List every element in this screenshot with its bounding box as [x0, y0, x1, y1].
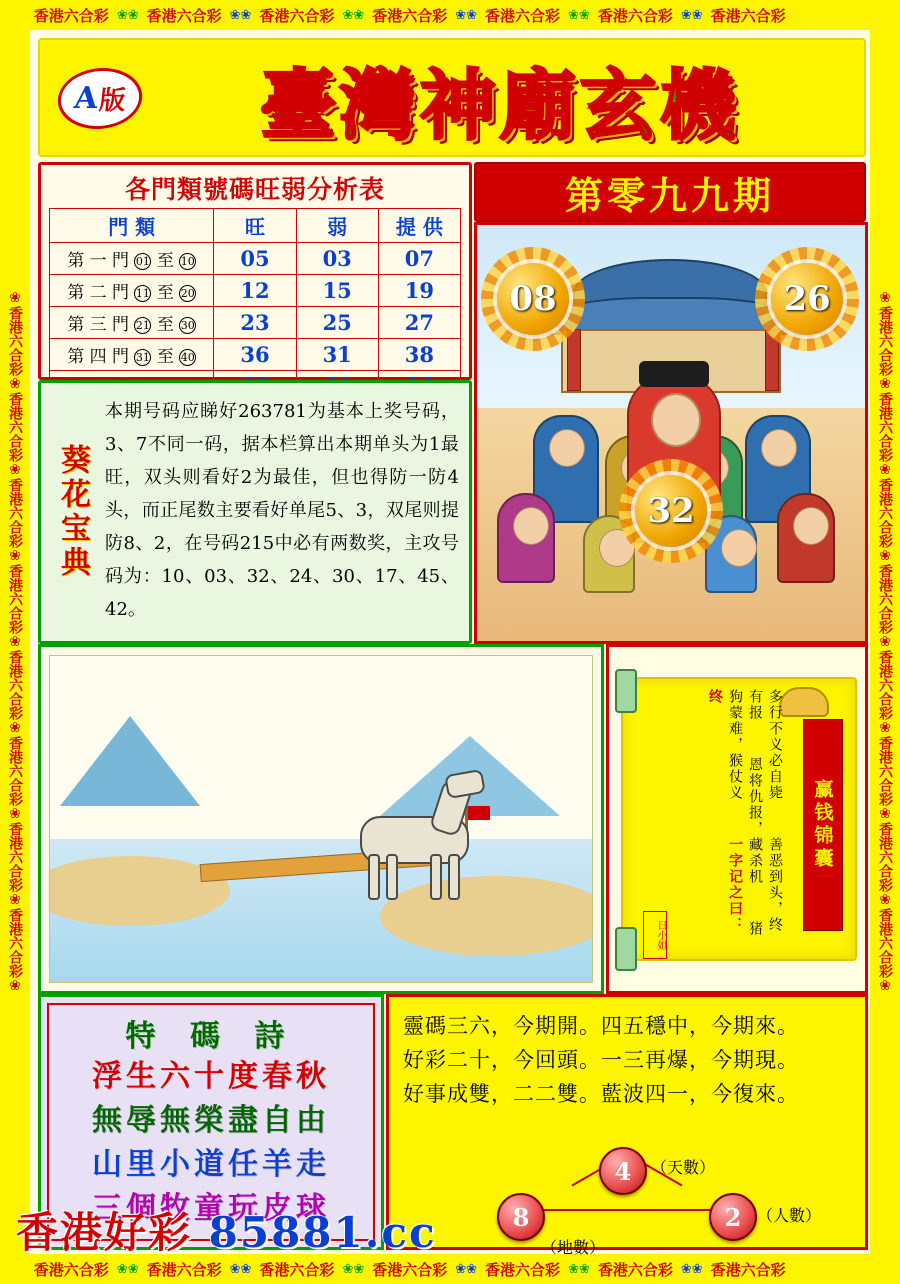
version-badge-letter: A [72, 81, 100, 116]
lucky-number-ball-center: 32 [635, 475, 707, 547]
marquee-sep-icon: ❀❀ [680, 7, 703, 23]
marquee-text: 香港六合彩 [597, 1260, 673, 1279]
marquee-sep-icon: ❀❀ [455, 7, 478, 23]
range-mid: 至 [156, 315, 174, 335]
analysis-table-box [38, 162, 472, 380]
riverbank-right [380, 876, 593, 956]
marquee-sep-icon: ❀❀ [568, 7, 590, 23]
marquee-text: 香港六合彩 [33, 1260, 109, 1279]
marquee-text: 香港六合彩 [710, 6, 786, 25]
verse-line: 好彩二十，今回頭。一三再爆，今期現。 [403, 1048, 799, 1072]
person-number-badge: 2 [709, 1193, 757, 1241]
cell-tigong: 07 [378, 243, 460, 275]
marquee-text: 香港六合彩 [485, 6, 561, 25]
table-row [50, 339, 461, 371]
range-mid: 至 [156, 251, 174, 271]
marquee-side-text: ❀香港六合彩❀香港六合彩❀香港六合彩❀香港六合彩❀香港六合彩❀香港六合彩❀香港六合彩❀香港六合彩❀ [877, 290, 893, 994]
marquee-text: 香港六合彩 [259, 6, 335, 25]
special-poem-line: 三個牧童玩皮球 [92, 1191, 330, 1226]
col-header-wang: 旺 [214, 209, 296, 243]
marquee-text: 香港六合彩 [597, 6, 673, 25]
horse-leg [386, 854, 398, 900]
deity-figure [497, 493, 555, 583]
main-deity-face [651, 393, 701, 447]
col-header-menlei: 門 類 [50, 209, 214, 243]
deity-face [761, 429, 797, 467]
cell-ruo: 25 [296, 307, 378, 339]
connector-line [539, 1209, 715, 1211]
marquee-right [870, 0, 900, 1284]
row-label [50, 243, 214, 275]
marquee-text: 香港六合彩 [710, 1260, 786, 1279]
sky-number-label: （天數） [651, 1158, 716, 1177]
range-from: 01 [135, 255, 150, 268]
period-title: 第零九九期 [564, 172, 775, 218]
special-poem-line: 浮生六十度春秋 [92, 1059, 330, 1094]
red-strip-label: 赢钱锦囊 [803, 719, 843, 931]
table-row [50, 243, 461, 275]
scroll-poem-col: 善恶到头，终有报 [747, 689, 783, 933]
analysis-table [49, 208, 461, 403]
marquee-text: 香港六合彩 [146, 1260, 222, 1279]
marquee-sep-icon: ❀❀ [568, 1261, 590, 1277]
cell-wang: 12 [214, 275, 296, 307]
analysis-table-title: 各門類號碼旺弱分析表 [124, 175, 385, 204]
version-badge-label: 版 [97, 86, 127, 116]
scroll-poem-headline: 一字记之曰：终 [707, 689, 743, 933]
gold-ingot-icon [779, 687, 829, 717]
marquee-text: 香港六合彩 [485, 1260, 561, 1279]
sunflower-box [38, 380, 472, 644]
deity-face [721, 529, 757, 567]
table-row [50, 275, 461, 307]
earth-number-badge: 8 [497, 1193, 545, 1241]
marquee-sep-icon: ❀❀ [229, 1261, 252, 1277]
row-label [50, 307, 214, 339]
marquee-sep-icon: ❀❀ [455, 1261, 478, 1277]
watermark-text-url: 85881.cc [208, 1208, 437, 1257]
verse-box [386, 994, 868, 1257]
row-label-text: 第 一 門 [67, 251, 129, 271]
lucky-number-ball-left: 08 [497, 263, 569, 335]
version-badge [55, 68, 145, 129]
range-to: 40 [180, 351, 195, 364]
marquee-sep-icon: ❀❀ [680, 1261, 703, 1277]
signature-label: 日小姐 [643, 911, 667, 959]
deity-face [513, 507, 549, 545]
cell-wang: 36 [214, 339, 296, 371]
temple-pillar [567, 329, 581, 391]
verse-line: 靈碼三六，今期開。四五穩中，今期來。 [403, 1014, 799, 1038]
marquee-text: 香港六合彩 [372, 1260, 448, 1279]
row-label-text: 第 二 門 [67, 283, 129, 303]
scroll-box [606, 644, 868, 994]
marquee-sep-icon: ❀❀ [229, 7, 252, 23]
cell-ruo: 31 [296, 339, 378, 371]
deity-face [549, 429, 585, 467]
sunflower-label: 葵花宝典 [55, 444, 90, 580]
horse-illustration-inner [49, 655, 593, 983]
deity-figure [777, 493, 835, 583]
row-label [50, 275, 214, 307]
marquee-side-text: ❀香港六合彩❀香港六合彩❀香港六合彩❀香港六合彩❀香港六合彩❀香港六合彩❀香港六合彩❀香港六合彩❀ [7, 290, 23, 994]
temple-illustration [474, 222, 868, 644]
period-banner [474, 162, 866, 222]
page-title: 臺灣神廟玄機 [260, 61, 740, 150]
person-number-label: （人數） [757, 1206, 822, 1225]
special-poem-title: 特 碼 詩 [125, 1019, 297, 1054]
scroll-poem-col: 猪狗蒙难，猴仗义 [727, 689, 763, 937]
range-from: 31 [135, 351, 150, 364]
sky-number-badge: 4 [599, 1147, 647, 1195]
special-poem-line: 山里小道任羊走 [92, 1147, 330, 1182]
deity-hat [639, 361, 709, 387]
marquee-sep-icon: ❀❀ [342, 1261, 365, 1277]
cell-ruo: 03 [296, 243, 378, 275]
cell-wang: 23 [214, 307, 296, 339]
verse-line: 好事成雙，二二雙。藍波四一，今復來。 [403, 1082, 799, 1106]
deity-face [793, 507, 829, 545]
marquee-text: 香港六合彩 [33, 6, 109, 25]
range-to: 20 [180, 287, 195, 300]
row-label-text: 第 三 門 [67, 315, 129, 335]
sunflower-body: 本期号码应睇好263781为基本上奖号码，3、7不同一码，据本栏算出本期单头为1最旺，双头则看好2为最佳，但也得防一防4头，而正尾数主要看好单尾5、3，双尾则提防8、2，在号码215中必有两数奖，主攻号码为：10、03、32、24、30、17、45、42。 [105, 401, 459, 620]
col-header-tigong: 提 供 [378, 209, 460, 243]
mountain-left [60, 716, 200, 806]
marquee-text: 香港六合彩 [259, 1260, 335, 1279]
cell-tigong: 38 [378, 339, 460, 371]
watermark-text-cn: 香港好彩 [16, 1208, 193, 1257]
cell-wang: 05 [214, 243, 296, 275]
scroll-roller-top [615, 669, 637, 713]
cell-ruo: 15 [296, 275, 378, 307]
range-mid: 至 [156, 347, 174, 367]
range-mid: 至 [156, 283, 174, 303]
horse-leg [448, 854, 460, 900]
range-from: 21 [135, 319, 150, 332]
horse-leg [430, 854, 442, 900]
marquee-sep-icon: ❀❀ [116, 7, 139, 23]
marquee-sep-icon: ❀❀ [116, 1261, 139, 1277]
watermark [16, 1200, 437, 1260]
range-from: 11 [135, 287, 150, 300]
range-to: 30 [180, 319, 195, 332]
marquee-top [0, 0, 900, 30]
horse-head [444, 769, 486, 799]
col-header-ruo: 弱 [296, 209, 378, 243]
row-label [50, 339, 214, 371]
scroll-poem-col: 恩将仇报，藏杀机 [747, 757, 763, 885]
lucky-number-ball-right: 26 [771, 263, 843, 335]
horse-figure [350, 776, 480, 886]
horse-leg [368, 854, 380, 900]
scroll-poem [635, 689, 785, 947]
special-poem-line: 無辱無榮盡自由 [92, 1103, 330, 1138]
poster-content [30, 30, 870, 1257]
horse-illustration [38, 644, 604, 994]
marquee-text: 香港六合彩 [372, 6, 448, 25]
scroll-paper [621, 677, 857, 961]
table-header-row [50, 209, 461, 243]
marquee-left [0, 0, 30, 1284]
scroll-roller-bottom [615, 927, 637, 971]
range-to: 10 [180, 255, 195, 268]
table-row [50, 307, 461, 339]
scroll-poem-col: 多行不义必自毙 [767, 689, 783, 801]
title-banner [38, 38, 866, 157]
marquee-text: 香港六合彩 [146, 6, 222, 25]
row-label-text: 第 四 門 [67, 347, 129, 367]
earth-number-label: （地數） [541, 1238, 606, 1257]
marquee-sep-icon: ❀❀ [342, 7, 365, 23]
cell-tigong: 19 [378, 275, 460, 307]
cell-tigong: 27 [378, 307, 460, 339]
